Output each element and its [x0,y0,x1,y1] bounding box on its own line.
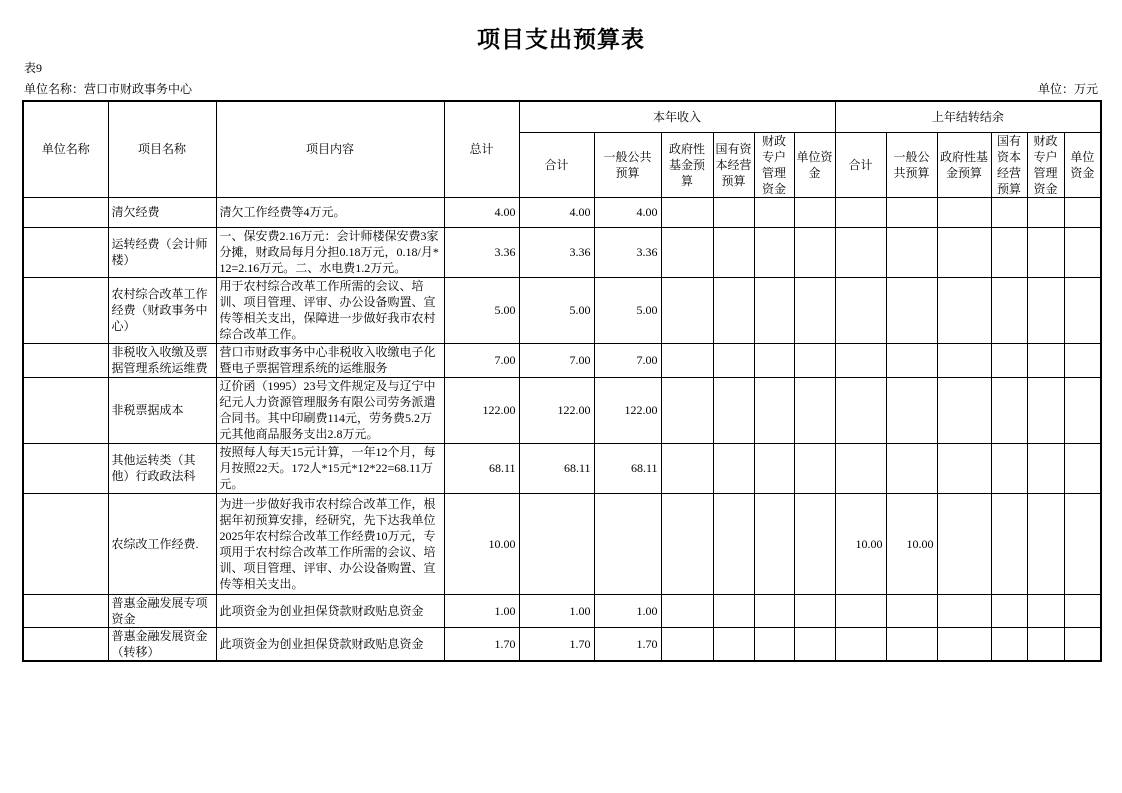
table-row [23,377,1101,443]
cell-co-total [835,197,886,227]
cell-cy-gov-fund-budget [661,493,713,594]
cell-total: 10.00 [444,493,519,594]
cell-co-unit-funds [1064,493,1101,594]
cell-co-special-account-funds [1027,227,1064,277]
cell-co-unit-funds [1064,197,1101,227]
header-co-gov-fund-budget: 政府性基金预算 [937,132,991,197]
cell-project-name: 非税票据成本 [108,377,216,443]
cell-unit-name [23,493,108,594]
cell-co-state-capital-budget [991,227,1027,277]
cell-unit-name [23,277,108,343]
header-co-total: 合计 [835,132,886,197]
cell-cy-general-budget: 4.00 [594,197,661,227]
cell-project-content: 此项资金为创业担保贷款财政贴息资金 [216,594,444,627]
header-cy-state-capital-budget: 国有资本经营预算 [713,132,754,197]
cell-co-general-budget [886,443,937,493]
cell-co-total [835,377,886,443]
cell-cy-special-account-funds [754,277,794,343]
cell-co-special-account-funds [1027,277,1064,343]
cell-project-name: 普惠金融发展专项资金 [108,594,216,627]
cell-co-state-capital-budget [991,377,1027,443]
header-cy-total: 合计 [519,132,594,197]
cell-unit-name [23,197,108,227]
cell-project-name: 运转经费（会计师楼） [108,227,216,277]
cell-cy-general-budget: 5.00 [594,277,661,343]
cell-co-total [835,343,886,377]
cell-cy-special-account-funds [754,343,794,377]
cell-co-total: 10.00 [835,493,886,594]
cell-co-total [835,277,886,343]
header-co-unit-funds: 单位资金 [1064,132,1101,197]
cell-co-total [835,227,886,277]
header-cy-special-account-funds: 财政专户管理资金 [754,132,794,197]
cell-cy-unit-funds [794,594,835,627]
cell-cy-total: 122.00 [519,377,594,443]
cell-co-state-capital-budget [991,443,1027,493]
cell-cy-special-account-funds [754,197,794,227]
header-co-general-budget: 一般公共预算 [886,132,937,197]
cell-cy-special-account-funds [754,493,794,594]
cell-project-name: 非税收入收缴及票据管理系统运维费 [108,343,216,377]
cell-project-name: 普惠金融发展资金（转移） [108,627,216,661]
cell-cy-state-capital-budget [713,443,754,493]
cell-cy-gov-fund-budget [661,197,713,227]
cell-cy-state-capital-budget [713,197,754,227]
cell-cy-total: 7.00 [519,343,594,377]
cell-cy-gov-fund-budget [661,227,713,277]
table-number: 表9 [24,61,43,75]
cell-co-total [835,594,886,627]
header-cy-unit-funds: 单位资金 [794,132,835,197]
cell-co-gov-fund-budget [937,197,991,227]
cell-total: 68.11 [444,443,519,493]
cell-project-content: 用于农村综合改革工作所需的会议、培训、项目管理、评审、办公设备购置、宣传等相关支出，保障进一步做好我市农村综合改革工作。 [216,277,444,343]
header-unit-name: 单位名称 [23,101,108,197]
cell-co-total [835,627,886,661]
cell-cy-total: 3.36 [519,227,594,277]
cell-project-name: 其他运转类（其他）行政政法科 [108,443,216,493]
cell-cy-total: 5.00 [519,277,594,343]
cell-cy-total: 1.70 [519,627,594,661]
cell-co-special-account-funds [1027,197,1064,227]
cell-cy-gov-fund-budget [661,377,713,443]
cell-co-state-capital-budget [991,594,1027,627]
cell-unit-name [23,443,108,493]
cell-cy-general-budget: 7.00 [594,343,661,377]
cell-co-gov-fund-budget [937,227,991,277]
cell-co-special-account-funds [1027,594,1064,627]
cell-cy-unit-funds [794,627,835,661]
header-cy-gov-fund-budget: 政府性基金预算 [661,132,713,197]
cell-co-general-budget [886,377,937,443]
cell-project-content: 按照每人每天15元计算，一年12个月，每月按照22天。172人*15元*12*22=68.11万元。 [216,443,444,493]
cell-total: 4.00 [444,197,519,227]
cell-unit-name [23,627,108,661]
cell-co-gov-fund-budget [937,443,991,493]
cell-project-content: 辽价函（1995）23号文件规定及与辽宁中纪元人力资源管理服务有限公司劳务派遣合同书。其中印刷费114元，劳务费5.2万元其他商品服务支出2.8万元。 [216,377,444,443]
cell-co-general-budget [886,594,937,627]
cell-cy-general-budget: 122.00 [594,377,661,443]
cell-co-state-capital-budget [991,343,1027,377]
cell-cy-unit-funds [794,443,835,493]
cell-co-special-account-funds [1027,493,1064,594]
cell-co-unit-funds [1064,227,1101,277]
cell-co-gov-fund-budget [937,277,991,343]
cell-cy-state-capital-budget [713,227,754,277]
header-co-special-account-funds: 财政专户管理资金 [1027,132,1064,197]
cell-co-total [835,443,886,493]
cell-project-content: 此项资金为创业担保贷款财政贴息资金 [216,627,444,661]
table-row [23,594,1101,627]
cell-project-name: 农综改工作经费. [108,493,216,594]
cell-co-unit-funds [1064,277,1101,343]
header-prior-year-carryover: 上年结转结余 [835,101,1101,132]
cell-cy-special-account-funds [754,594,794,627]
table-body [23,197,1101,661]
unit-name-label: 单位名称：营口市财政事务中心 [24,82,193,96]
header-total: 总计 [444,101,519,197]
cell-cy-gov-fund-budget [661,277,713,343]
cell-co-state-capital-budget [991,197,1027,227]
cell-cy-state-capital-budget [713,343,754,377]
cell-co-gov-fund-budget [937,377,991,443]
cell-co-unit-funds [1064,377,1101,443]
cell-cy-state-capital-budget [713,594,754,627]
cell-co-unit-funds [1064,594,1101,627]
table-header [23,101,1101,197]
cell-project-content: 为进一步做好我市农村综合改革工作，根据年初预算安排，经研究，先下达我单位2025年农村综合改革工作经费10万元，专项用于农村综合改革工作所需的会议、培训、项目管理、评审、办公设备购置、宣传等相关支出。 [216,493,444,594]
cell-total: 1.00 [444,594,519,627]
cell-cy-general-budget [594,493,661,594]
cell-co-general-budget [886,343,937,377]
cell-cy-gov-fund-budget [661,443,713,493]
header-current-year-income: 本年收入 [519,101,835,132]
cell-cy-unit-funds [794,377,835,443]
cell-co-general-budget [886,627,937,661]
cell-cy-general-budget: 1.70 [594,627,661,661]
cell-co-state-capital-budget [991,277,1027,343]
cell-project-content: 一、保安费2.16万元：会计师楼保安费3家分摊，财政局每月分担0.18万元，0.18/月*12=2.16万元。二、水电费1.2万元。 [216,227,444,277]
cell-co-gov-fund-budget [937,343,991,377]
cell-unit-name [23,343,108,377]
page-title: 项目支出预算表 [477,27,645,52]
cell-project-name: 清欠经费 [108,197,216,227]
cell-cy-unit-funds [794,277,835,343]
cell-total: 7.00 [444,343,519,377]
cell-total: 122.00 [444,377,519,443]
cell-cy-state-capital-budget [713,377,754,443]
cell-cy-unit-funds [794,493,835,594]
cell-co-gov-fund-budget [937,594,991,627]
cell-cy-total: 4.00 [519,197,594,227]
cell-cy-state-capital-budget [713,493,754,594]
cell-project-content: 清欠工作经费等4万元。 [216,197,444,227]
header-co-state-capital-budget: 国有资本经营预算 [991,132,1027,197]
cell-cy-general-budget: 1.00 [594,594,661,627]
cell-unit-name [23,377,108,443]
cell-cy-unit-funds [794,197,835,227]
cell-cy-unit-funds [794,227,835,277]
cell-cy-gov-fund-budget [661,594,713,627]
cell-cy-gov-fund-budget [661,343,713,377]
cell-co-general-budget [886,227,937,277]
cell-unit-name [23,594,108,627]
cell-co-gov-fund-budget [937,493,991,594]
cell-co-state-capital-budget [991,493,1027,594]
cell-co-general-budget: 10.00 [886,493,937,594]
cell-cy-gov-fund-budget [661,627,713,661]
table-row [23,493,1101,594]
cell-cy-total [519,493,594,594]
cell-cy-special-account-funds [754,443,794,493]
currency-unit-label: 单位：万元 [1037,82,1098,96]
table-row [23,343,1101,377]
cell-unit-name [23,227,108,277]
cell-co-state-capital-budget [991,627,1027,661]
cell-total: 5.00 [444,277,519,343]
cell-co-general-budget [886,197,937,227]
cell-cy-unit-funds [794,343,835,377]
table-row [23,227,1101,277]
cell-cy-special-account-funds [754,377,794,443]
cell-cy-special-account-funds [754,627,794,661]
cell-co-special-account-funds [1027,627,1064,661]
table-row [23,277,1101,343]
header-row-1 [23,101,1101,132]
cell-total: 1.70 [444,627,519,661]
cell-cy-total: 1.00 [519,594,594,627]
cell-project-name: 农村综合改革工作经费（财政事务中心） [108,277,216,343]
cell-co-unit-funds [1064,343,1101,377]
table-row [23,443,1101,493]
cell-cy-special-account-funds [754,227,794,277]
cell-total: 3.36 [444,227,519,277]
header-cy-general-budget: 一般公共预算 [594,132,661,197]
cell-cy-total: 68.11 [519,443,594,493]
cell-cy-general-budget: 68.11 [594,443,661,493]
header-project-name: 项目名称 [108,101,216,197]
cell-cy-general-budget: 3.36 [594,227,661,277]
table-row [23,627,1101,661]
cell-co-general-budget [886,277,937,343]
header-project-content: 项目内容 [216,101,444,197]
cell-project-content: 营口市财政事务中心非税收入收缴电子化暨电子票据管理系统的运维服务 [216,343,444,377]
cell-co-unit-funds [1064,627,1101,661]
cell-cy-state-capital-budget [713,277,754,343]
table-row [23,197,1101,227]
cell-co-special-account-funds [1027,443,1064,493]
cell-co-unit-funds [1064,443,1101,493]
cell-co-special-account-funds [1027,343,1064,377]
budget-table [22,100,1102,662]
cell-cy-state-capital-budget [713,627,754,661]
cell-co-special-account-funds [1027,377,1064,443]
cell-co-gov-fund-budget [937,627,991,661]
